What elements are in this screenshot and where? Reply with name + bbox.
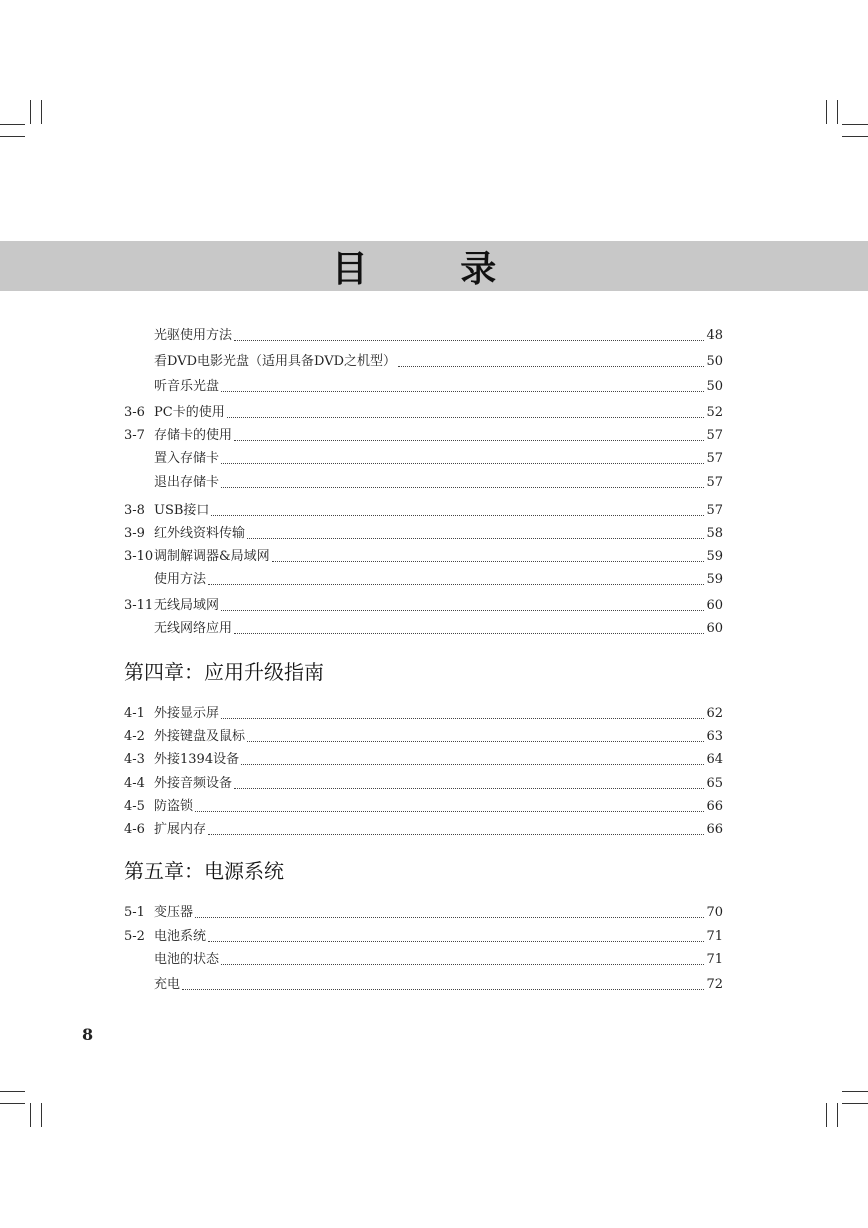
entry-title: 外接键盘及鼠标 bbox=[154, 729, 246, 744]
toc-entry[interactable] bbox=[124, 523, 723, 543]
entry-page-number: 70 bbox=[706, 905, 723, 920]
entry-title: 无线局域网 bbox=[154, 598, 220, 613]
entry-title: 防盗锁 bbox=[154, 799, 194, 814]
crop-mark bbox=[837, 100, 838, 124]
toc-entry[interactable] bbox=[124, 773, 723, 793]
section-number: 4-2 bbox=[124, 729, 145, 744]
toc-entry[interactable] bbox=[124, 796, 723, 816]
crop-mark bbox=[826, 100, 827, 124]
dot-leader bbox=[208, 583, 704, 585]
dot-leader bbox=[208, 940, 704, 942]
crop-mark bbox=[842, 1091, 868, 1092]
entry-title: 电池的状态 bbox=[154, 952, 220, 967]
toc-entry[interactable] bbox=[124, 902, 723, 922]
dot-leader bbox=[208, 833, 704, 835]
entry-title: USB接口 bbox=[154, 503, 210, 518]
crop-mark bbox=[0, 1091, 25, 1092]
entry-page-number: 66 bbox=[706, 799, 723, 814]
toc-entry[interactable] bbox=[124, 376, 723, 396]
toc-entry[interactable] bbox=[124, 425, 723, 445]
crop-mark bbox=[30, 1103, 31, 1127]
crop-mark bbox=[30, 100, 31, 124]
section-number: 3-8 bbox=[124, 503, 145, 518]
dot-leader bbox=[221, 462, 704, 464]
toc-entry[interactable] bbox=[124, 595, 723, 615]
section-number: 4-4 bbox=[124, 776, 145, 791]
section-number: 3-11 bbox=[124, 598, 154, 613]
dot-leader bbox=[272, 560, 705, 562]
dot-leader bbox=[234, 439, 704, 441]
entry-title: 红外线资料传输 bbox=[154, 526, 246, 541]
section-number: 4-1 bbox=[124, 706, 145, 721]
crop-mark bbox=[842, 136, 868, 137]
entry-page-number: 57 bbox=[706, 475, 723, 490]
section-number: 5-1 bbox=[124, 905, 145, 920]
entry-page-number: 66 bbox=[706, 822, 723, 837]
dot-leader bbox=[195, 916, 704, 918]
toc-entry[interactable] bbox=[124, 949, 723, 969]
entry-title: 外接显示屏 bbox=[154, 706, 220, 721]
entry-title: 退出存储卡 bbox=[154, 475, 220, 490]
dot-leader bbox=[211, 514, 704, 516]
toc-entry[interactable] bbox=[124, 546, 723, 566]
dot-leader bbox=[195, 810, 704, 812]
entry-title: 光驱使用方法 bbox=[154, 328, 233, 343]
entry-title: PC卡的使用 bbox=[154, 405, 225, 420]
toc-entry[interactable] bbox=[124, 472, 723, 492]
section-number: 3-9 bbox=[124, 526, 145, 541]
dot-leader bbox=[234, 632, 704, 634]
page-number: 8 bbox=[82, 1025, 94, 1044]
toc-entry[interactable] bbox=[124, 618, 723, 638]
entry-page-number: 57 bbox=[706, 503, 723, 518]
entry-page-number: 58 bbox=[706, 526, 723, 541]
entry-title: 充电 bbox=[154, 977, 181, 992]
toc-entry[interactable] bbox=[124, 749, 723, 769]
section-number: 4-5 bbox=[124, 799, 145, 814]
crop-mark bbox=[41, 100, 42, 124]
entry-page-number: 57 bbox=[706, 451, 723, 466]
section-number: 3-7 bbox=[124, 428, 145, 443]
toc-entry[interactable] bbox=[124, 569, 723, 589]
toc-entry[interactable] bbox=[124, 819, 723, 839]
entry-page-number: 65 bbox=[706, 776, 723, 791]
entry-page-number: 50 bbox=[706, 379, 723, 394]
section-number: 5-2 bbox=[124, 929, 145, 944]
entry-page-number: 52 bbox=[706, 405, 723, 420]
toc-entry[interactable] bbox=[124, 402, 723, 422]
section-number: 3-10 bbox=[124, 549, 154, 564]
entry-title: 听音乐光盘 bbox=[154, 379, 220, 394]
toc-entry[interactable] bbox=[124, 351, 723, 371]
entry-title: 置入存储卡 bbox=[154, 451, 220, 466]
dot-leader bbox=[221, 486, 704, 488]
dot-leader bbox=[247, 740, 704, 742]
toc-entry[interactable] bbox=[124, 703, 723, 723]
dot-leader bbox=[227, 416, 705, 418]
toc-entry[interactable] bbox=[124, 325, 723, 345]
entry-page-number: 71 bbox=[706, 929, 723, 944]
entry-page-number: 64 bbox=[706, 752, 723, 767]
entry-title: 无线网络应用 bbox=[154, 621, 233, 636]
dot-leader bbox=[234, 339, 704, 341]
toc-entry[interactable] bbox=[124, 726, 723, 746]
crop-mark bbox=[41, 1103, 42, 1127]
crop-mark bbox=[0, 1103, 25, 1104]
entry-page-number: 62 bbox=[706, 706, 723, 721]
chapter-heading: 第五章：电源系统 bbox=[124, 859, 284, 883]
entry-title: 外接音频设备 bbox=[154, 776, 233, 791]
dot-leader bbox=[221, 717, 704, 719]
entry-page-number: 60 bbox=[706, 621, 723, 636]
dot-leader bbox=[247, 537, 704, 539]
dot-leader bbox=[221, 390, 704, 392]
crop-mark bbox=[826, 1103, 827, 1127]
crop-mark bbox=[0, 124, 25, 125]
toc-entry[interactable] bbox=[124, 974, 723, 994]
section-number: 4-3 bbox=[124, 752, 145, 767]
entry-page-number: 63 bbox=[706, 729, 723, 744]
entry-page-number: 72 bbox=[706, 977, 723, 992]
toc-entry[interactable] bbox=[124, 926, 723, 946]
toc-entry[interactable] bbox=[124, 448, 723, 468]
dot-leader bbox=[234, 787, 704, 789]
toc-entry[interactable] bbox=[124, 500, 723, 520]
chapter-heading: 第四章：应用升级指南 bbox=[124, 660, 324, 684]
dot-leader bbox=[398, 365, 704, 367]
dot-leader bbox=[182, 988, 704, 990]
entry-page-number: 59 bbox=[706, 572, 723, 587]
entry-title: 使用方法 bbox=[154, 572, 207, 587]
entry-title: 外接1394设备 bbox=[154, 752, 240, 767]
entry-title: 存储卡的使用 bbox=[154, 428, 233, 443]
section-number: 3-6 bbox=[124, 405, 145, 420]
entry-page-number: 71 bbox=[706, 952, 723, 967]
entry-title: 调制解调器&局域网 bbox=[154, 549, 270, 564]
crop-mark bbox=[842, 124, 868, 125]
dot-leader bbox=[221, 963, 704, 965]
dot-leader bbox=[221, 609, 704, 611]
crop-mark bbox=[0, 136, 25, 137]
dot-leader bbox=[241, 763, 704, 765]
entry-page-number: 59 bbox=[706, 549, 723, 564]
entry-page-number: 60 bbox=[706, 598, 723, 613]
section-number: 4-6 bbox=[124, 822, 145, 837]
crop-mark bbox=[842, 1103, 868, 1104]
entry-page-number: 50 bbox=[706, 354, 723, 369]
entry-page-number: 57 bbox=[706, 428, 723, 443]
crop-mark bbox=[837, 1103, 838, 1127]
entry-title: 扩展内存 bbox=[154, 822, 207, 837]
entry-title: 看DVD电影光盘（适用具备DVD之机型） bbox=[154, 354, 397, 369]
page-title: 目 录 bbox=[331, 247, 537, 290]
entry-page-number: 48 bbox=[706, 328, 723, 343]
entry-title: 变压器 bbox=[154, 905, 194, 920]
entry-title: 电池系统 bbox=[154, 929, 207, 944]
